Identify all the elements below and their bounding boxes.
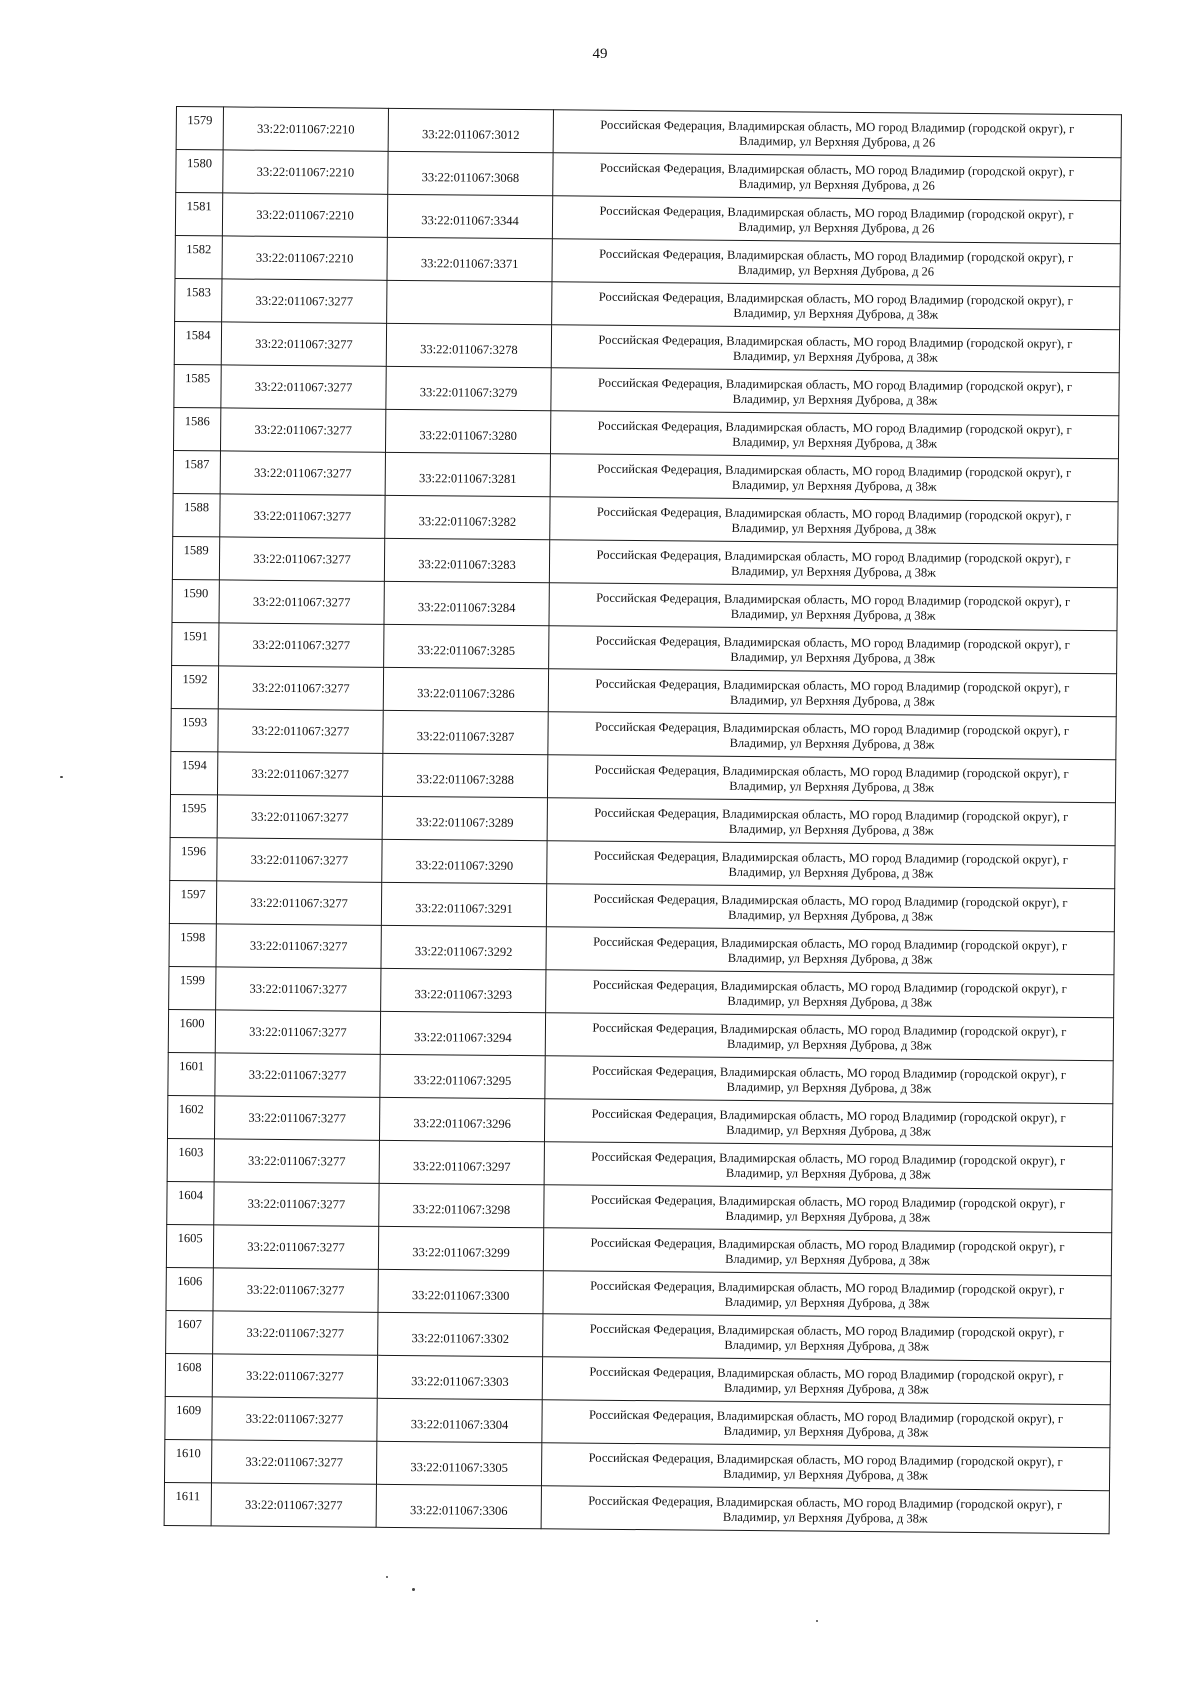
- parent-cadastral-cell: 33:22:011067:3277: [217, 795, 382, 839]
- address-line-2: Владимир, ул Верхняя Дуброва, д 38ж: [725, 1165, 931, 1182]
- address-line-1: Российская Федерация, Владимирская область, МО город Владимир (городской округ), г: [589, 1321, 1064, 1340]
- address-line-1: Российская Федерация, Владимирская область, МО город Владимир (городской округ), г: [597, 461, 1072, 480]
- parent-cadastral-cell: 33:22:011067:2210: [223, 150, 388, 194]
- address-line-1: Российская Федерация, Владимирская область, МО город Владимир (городской округ), г: [593, 891, 1068, 910]
- address-line-1: Российская Федерация, Владимирская область, МО город Владимир (городской округ), г: [592, 977, 1067, 996]
- row-number-cell: 1587: [173, 450, 220, 493]
- address-cell: [551, 325, 1119, 373]
- child-cadastral-cell: 33:22:011067:3303: [377, 1355, 542, 1399]
- address-cell: [541, 1486, 1109, 1534]
- child-cadastral-cell: 33:22:011067:3290: [382, 839, 547, 883]
- parent-cadastral-cell: 33:22:011067:3277: [216, 924, 381, 968]
- row-number-cell: 1607: [166, 1310, 213, 1353]
- row-number-cell: 1606: [166, 1267, 213, 1310]
- address-cell: [551, 368, 1119, 416]
- address-line-2: Владимир, ул Верхняя Дуброва, д 38ж: [726, 1036, 932, 1053]
- address-line-1: Российская Федерация, Владимирская область, МО город Владимир (городской округ), г: [598, 332, 1073, 351]
- parent-cadastral-cell: 33:22:011067:2210: [223, 107, 388, 151]
- child-cadastral-cell: 33:22:011067:3291: [381, 882, 546, 926]
- address-cell: [550, 497, 1118, 545]
- address-cell: [550, 411, 1118, 459]
- address-line-1: Российская Федерация, Владимирская область, МО город Владимир (городской округ), г: [591, 1106, 1066, 1125]
- address-line-2: Владимир, ул Верхняя Дуброва, д 38ж: [730, 606, 936, 623]
- table-body: [164, 107, 1121, 1534]
- address-line-1: Российская Федерация, Владимирская область, МО город Владимир (городской округ), г: [592, 1063, 1067, 1082]
- address-cell: [549, 583, 1117, 631]
- parent-cadastral-cell: 33:22:011067:3277: [213, 1311, 378, 1355]
- address-line-2: Владимир, ул Верхняя Дуброва, д 38ж: [728, 821, 934, 838]
- child-cadastral-cell: 33:22:011067:3068: [388, 151, 553, 195]
- address-line-1: Российская Федерация, Владимирская область, МО город Владимир (городской округ), г: [588, 1493, 1063, 1512]
- child-cadastral-cell: 33:22:011067:3295: [380, 1054, 545, 1098]
- child-cadastral-cell: 33:22:011067:3292: [381, 925, 546, 969]
- address-line-2: Владимир, ул Верхняя Дуброва, д 38ж: [724, 1294, 930, 1311]
- address-cell: [553, 153, 1121, 201]
- parent-cadastral-cell: 33:22:011067:3277: [220, 408, 385, 452]
- address-line-1: Российская Федерация, Владимирская область, МО город Владимир (городской округ), г: [597, 418, 1072, 437]
- address-cell: [552, 282, 1120, 330]
- table-row: [164, 1482, 1109, 1533]
- address-line-2: Владимир, ул Верхняя Дуброва, д 38ж: [728, 907, 933, 924]
- address-line-1: Российская Федерация, Владимирская область, МО город Владимир (городской округ), г: [591, 1149, 1066, 1168]
- address-cell: [548, 712, 1116, 760]
- address-line-2: Владимир, ул Верхняя Дуброва, д 38ж: [726, 1079, 932, 1096]
- parent-cadastral-cell: 33:22:011067:3277: [211, 1483, 376, 1527]
- address-cell: [547, 798, 1115, 846]
- address-line-2: Владимир, ул Верхняя Дуброва, д 38ж: [725, 1251, 930, 1268]
- row-number-cell: 1586: [173, 407, 220, 450]
- child-cadastral-cell: 33:22:011067:3282: [385, 495, 550, 539]
- address-line-2: Владимир, ул Верхняя Дуброва, д 38ж: [726, 1122, 931, 1139]
- parent-cadastral-cell: 33:22:011067:3277: [216, 967, 381, 1011]
- row-number-cell: 1584: [174, 321, 221, 364]
- address-cell: [552, 239, 1120, 287]
- address-line-1: Российская Федерация, Владимирская область, МО город Владимир (городской округ), г: [590, 1192, 1066, 1211]
- address-cell: [549, 540, 1117, 588]
- child-cadastral-cell: 33:22:011067:3284: [384, 581, 549, 625]
- address-line-2: Владимир, ул Верхняя Дуброва, д 26: [738, 176, 935, 193]
- row-number-cell: 1590: [172, 579, 219, 622]
- address-line-2: Владимир, ул Верхняя Дуброва, д 38ж: [730, 649, 936, 666]
- parent-cadastral-cell: 33:22:011067:3277: [211, 1440, 376, 1484]
- child-cadastral-cell: 33:22:011067:3286: [383, 667, 548, 711]
- address-line-2: Владимир, ул Верхняя Дуброва, д 38ж: [729, 778, 934, 795]
- address-cell: [549, 626, 1117, 674]
- address-line-2: Владимир, ул Верхняя Дуброва, д 38ж: [732, 434, 937, 451]
- parent-cadastral-cell: 33:22:011067:3277: [213, 1268, 378, 1312]
- address-cell: [547, 841, 1115, 889]
- parent-cadastral-cell: 33:22:011067:3277: [218, 709, 383, 753]
- parent-cadastral-cell: 33:22:011067:3277: [214, 1139, 379, 1183]
- parent-cadastral-cell: 33:22:011067:3277: [220, 494, 385, 538]
- child-cadastral-cell: 33:22:011067:3302: [378, 1312, 543, 1356]
- address-cell: [548, 669, 1116, 717]
- row-number-cell: 1591: [172, 622, 219, 665]
- address-cell: [550, 454, 1118, 502]
- parent-cadastral-cell: 33:22:011067:3277: [219, 537, 384, 581]
- address-cell: [547, 755, 1115, 803]
- address-line-1: Российская Федерация, Владимирская область, МО город Владимир (городской округ), г: [593, 848, 1069, 867]
- page-number: 49: [592, 46, 608, 62]
- row-number-cell: 1583: [175, 278, 222, 321]
- address-line-2: Владимир, ул Верхняя Дуброва, д 38ж: [729, 692, 935, 709]
- row-number-cell: 1595: [170, 794, 217, 837]
- parent-cadastral-cell: 33:22:011067:2210: [222, 236, 387, 280]
- child-cadastral-cell: 33:22:011067:3371: [387, 237, 552, 281]
- address-cell: [541, 1443, 1109, 1491]
- parent-cadastral-cell: 33:22:011067:3277: [212, 1354, 377, 1398]
- row-number-cell: 1596: [170, 837, 217, 880]
- address-line-2: Владимир, ул Верхняя Дуброва, д 38ж: [732, 348, 938, 365]
- row-number-cell: 1585: [174, 364, 221, 407]
- parent-cadastral-cell: 33:22:011067:3277: [214, 1096, 379, 1140]
- row-number-cell: 1600: [168, 1009, 215, 1052]
- address-line-1: Российская Федерация, Владимирская область, МО город Владимир (городской округ), г: [596, 504, 1072, 523]
- address-line-1: Российская Федерация, Владимирская область, МО город Владимир (городской округ), г: [599, 246, 1074, 265]
- address-line-1: Российская Федерация, Владимирская область, МО город Владимир (городской округ), г: [599, 160, 1075, 179]
- address-line-2: Владимир, ул Верхняя Дуброва, д 26: [739, 133, 936, 150]
- parent-cadastral-cell: 33:22:011067:3277: [218, 666, 383, 710]
- address-line-2: Владимир, ул Верхняя Дуброва, д 38ж: [731, 563, 936, 580]
- parent-cadastral-cell: 33:22:011067:3277: [222, 279, 387, 323]
- address-cell: [553, 110, 1121, 158]
- address-line-1: Российская Федерация, Владимирская область, МО город Владимир (городской округ), г: [595, 676, 1070, 695]
- parent-cadastral-cell: 33:22:011067:3277: [213, 1225, 378, 1269]
- row-number-cell: 1592: [171, 665, 218, 708]
- address-cell: [545, 1013, 1113, 1061]
- address-line-1: Российская Федерация, Владимирская область, МО город Владимир (городской округ), г: [595, 633, 1070, 652]
- child-cadastral-cell: 33:22:011067:3293: [381, 968, 546, 1012]
- address-cell: [546, 927, 1114, 975]
- address-cell: [543, 1228, 1111, 1276]
- address-cell: [542, 1357, 1110, 1405]
- address-line-2: Владимир, ул Верхняя Дуброва, д 38ж: [729, 735, 935, 752]
- parent-cadastral-cell: 33:22:011067:3277: [217, 752, 382, 796]
- child-cadastral-cell: 33:22:011067:3344: [387, 194, 552, 238]
- address-line-2: Владимир, ул Верхняя Дуброва, д 38ж: [733, 305, 939, 322]
- address-line-1: Российская Федерация, Владимирская область, МО город Владимир (городской округ), г: [590, 1235, 1065, 1254]
- child-cadastral-cell: 33:22:011067:3012: [388, 108, 553, 152]
- row-number-cell: 1588: [173, 493, 220, 536]
- row-number-cell: 1579: [176, 107, 223, 150]
- row-number-cell: 1601: [168, 1052, 215, 1095]
- address-cell: [543, 1314, 1111, 1362]
- child-cadastral-cell: 33:22:011067:3281: [385, 452, 550, 496]
- child-cadastral-cell: 33:22:011067:3283: [384, 538, 549, 582]
- parent-cadastral-cell: 33:22:011067:3277: [216, 881, 381, 925]
- row-number-cell: 1593: [171, 708, 218, 751]
- address-line-2: Владимир, ул Верхняя Дуброва, д 38ж: [722, 1509, 928, 1526]
- address-line-1: Российская Федерация, Владимирская область, МО город Владимир (городской округ), г: [596, 590, 1071, 609]
- address-line-1: Российская Федерация, Владимирская область, МО город Владимир (городской округ), г: [594, 805, 1069, 824]
- row-number-cell: 1580: [176, 150, 223, 193]
- row-number-cell: 1582: [175, 235, 222, 278]
- child-cadastral-cell: 33:22:011067:3279: [386, 366, 551, 410]
- address-cell: [544, 1142, 1112, 1190]
- child-cadastral-cell: 33:22:011067:3306: [376, 1484, 541, 1528]
- child-cadastral-cell: 33:22:011067:3278: [386, 323, 551, 367]
- address-line-1: Российская Федерация, Владимирская область, МО город Владимир (городской округ), г: [596, 547, 1071, 566]
- address-cell: [544, 1099, 1112, 1147]
- child-cadastral-cell: 33:22:011067:3298: [379, 1183, 544, 1227]
- address-line-2: Владимир, ул Верхняя Дуброва, д 38ж: [731, 477, 937, 494]
- parent-cadastral-cell: 33:22:011067:3277: [215, 1053, 380, 1097]
- address-cell: [546, 884, 1114, 932]
- parent-cadastral-cell: 33:22:011067:3277: [221, 322, 386, 366]
- address-line-1: Российская Федерация, Владимирская область, МО город Владимир (городской округ), г: [593, 934, 1068, 953]
- address-line-2: Владимир, ул Верхняя Дуброва, д 38ж: [728, 864, 934, 881]
- address-line-2: Владимир, ул Верхняя Дуброва, д 38ж: [732, 391, 938, 408]
- row-number-cell: 1604: [167, 1181, 214, 1224]
- address-line-1: Российская Федерация, Владимирская область, МО город Владимир (городской округ), г: [600, 117, 1075, 136]
- child-cadastral-cell: 33:22:011067:3287: [383, 710, 548, 754]
- row-number-cell: 1608: [165, 1353, 212, 1396]
- address-cell: [545, 1056, 1113, 1104]
- child-cadastral-cell: 33:22:011067:3296: [379, 1097, 544, 1141]
- row-number-cell: 1605: [166, 1224, 213, 1267]
- row-number-cell: 1609: [165, 1396, 212, 1439]
- child-cadastral-cell: 33:22:011067:3288: [382, 753, 547, 797]
- address-line-1: Российская Федерация, Владимирская область, МО город Владимир (городской округ), г: [590, 1278, 1065, 1297]
- row-number-cell: 1603: [167, 1138, 214, 1181]
- parent-cadastral-cell: 33:22:011067:3277: [214, 1182, 379, 1226]
- address-line-2: Владимир, ул Верхняя Дуброва, д 38ж: [731, 520, 937, 537]
- parent-cadastral-cell: 33:22:011067:2210: [222, 193, 387, 237]
- parent-cadastral-cell: 33:22:011067:3277: [220, 451, 385, 495]
- row-number-cell: 1589: [172, 536, 219, 579]
- address-cell: [543, 1271, 1111, 1319]
- parent-cadastral-cell: 33:22:011067:3277: [215, 1010, 380, 1054]
- address-cell: [544, 1185, 1112, 1233]
- address-line-1: Российская Федерация, Владимирская область, МО город Владимир (городской округ), г: [589, 1407, 1064, 1426]
- parent-cadastral-cell: 33:22:011067:3277: [217, 838, 382, 882]
- address-line-1: Российская Федерация, Владимирская область, МО город Владимир (городской округ), г: [598, 289, 1073, 308]
- address-cell: [542, 1400, 1110, 1448]
- child-cadastral-cell: [387, 280, 552, 324]
- address-line-2: Владимир, ул Верхняя Дуброва, д 38ж: [723, 1466, 928, 1483]
- address-cell: [552, 196, 1120, 244]
- address-line-2: Владимир, ул Верхняя Дуброва, д 38ж: [723, 1423, 929, 1440]
- address-line-1: Российская Федерация, Владимирская область, МО город Владимир (городской округ), г: [598, 375, 1073, 394]
- address-line-2: Владимир, ул Верхняя Дуброва, д 38ж: [727, 993, 933, 1010]
- row-number-cell: 1610: [164, 1439, 211, 1482]
- child-cadastral-cell: 33:22:011067:3280: [385, 409, 550, 453]
- parent-cadastral-cell: 33:22:011067:3277: [219, 623, 384, 667]
- address-cell: [546, 970, 1114, 1018]
- cadastral-table: [164, 106, 1122, 1534]
- child-cadastral-cell: 33:22:011067:3305: [376, 1441, 541, 1485]
- child-cadastral-cell: 33:22:011067:3299: [378, 1226, 543, 1270]
- address-line-2: Владимир, ул Верхняя Дуброва, д 26: [738, 262, 935, 279]
- parent-cadastral-cell: 33:22:011067:3277: [221, 365, 386, 409]
- address-line-1: Российская Федерация, Владимирская область, МО город Владимир (городской округ), г: [594, 762, 1069, 781]
- child-cadastral-cell: 33:22:011067:3294: [380, 1011, 545, 1055]
- child-cadastral-cell: 33:22:011067:3297: [379, 1140, 544, 1184]
- parent-cadastral-cell: 33:22:011067:3277: [219, 580, 384, 624]
- row-number-cell: 1598: [169, 923, 216, 966]
- child-cadastral-cell: 33:22:011067:3300: [378, 1269, 543, 1313]
- address-line-1: Российская Федерация, Владимирская область, МО город Владимир (городской округ), г: [592, 1020, 1067, 1039]
- address-line-2: Владимир, ул Верхняя Дуброва, д 38ж: [725, 1208, 931, 1225]
- child-cadastral-cell: 33:22:011067:3285: [384, 624, 549, 668]
- row-number-cell: 1597: [169, 880, 216, 923]
- address-line-1: Российская Федерация, Владимирская область, МО город Владимир (городской округ), г: [599, 203, 1074, 222]
- address-line-2: Владимир, ул Верхняя Дуброва, д 26: [738, 219, 935, 236]
- parent-cadastral-cell: 33:22:011067:3277: [212, 1397, 377, 1441]
- row-number-cell: 1594: [170, 751, 217, 794]
- address-line-1: Российская Федерация, Владимирская область, МО город Владимир (городской округ), г: [589, 1364, 1064, 1383]
- address-line-2: Владимир, ул Верхняя Дуброва, д 38ж: [727, 950, 933, 967]
- address-line-1: Российская Федерация, Владимирская область, МО город Владимир (городской округ), г: [588, 1450, 1063, 1469]
- address-line-2: Владимир, ул Верхняя Дуброва, д 38ж: [724, 1337, 930, 1354]
- address-line-2: Владимир, ул Верхняя Дуброва, д 38ж: [723, 1380, 929, 1397]
- address-line-1: Российская Федерация, Владимирская область, МО город Владимир (городской округ), г: [595, 719, 1070, 738]
- row-number-cell: 1602: [167, 1095, 214, 1138]
- row-number-cell: 1599: [169, 966, 216, 1009]
- child-cadastral-cell: 33:22:011067:3289: [382, 796, 547, 840]
- child-cadastral-cell: 33:22:011067:3304: [377, 1398, 542, 1442]
- row-number-cell: 1581: [175, 193, 222, 236]
- row-number-cell: 1611: [164, 1482, 211, 1525]
